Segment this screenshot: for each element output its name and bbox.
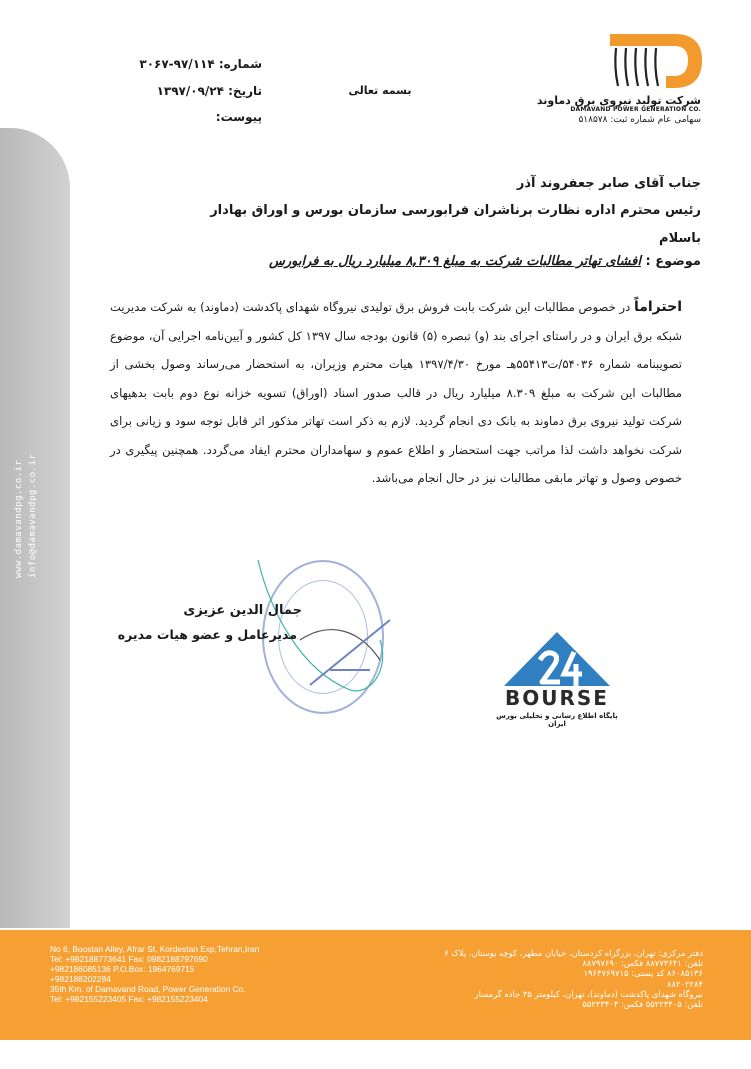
subject-label: موضوع : bbox=[645, 254, 701, 269]
letter-attachment: پیوست: bbox=[215, 110, 262, 124]
footer-en-line: +982188202284 bbox=[50, 974, 111, 984]
footer-en-line: Tel: +982155223405 Fax: +982155223404 bbox=[50, 994, 208, 1004]
footer-en-line: No 6, Boostan Alley, Afrar St, Kordestan Exp,Tehran,Iran bbox=[50, 944, 260, 954]
signatory-title: مدیرعامل و عضو هیات مدیره bbox=[117, 627, 297, 642]
footer-en-line: 35th Km. of Damavand Road, Power Generation Co. bbox=[50, 984, 246, 994]
bourse-subtitle: پایگاه اطلاع رسانی و تحلیلی بورس ایران bbox=[496, 712, 618, 728]
greeting: باسلام bbox=[659, 231, 701, 246]
recipient-title: رئیس محترم اداره نظارت برناشران فرابورسی سازمان بورس و اوراق بهادار bbox=[210, 203, 701, 218]
footer-address-fa bbox=[373, 948, 703, 1009]
footer-address-en bbox=[50, 944, 350, 1004]
footer-en-line: +982186085136 P.O.Box: 1964769715 bbox=[50, 964, 195, 974]
footer-fa-line: ۸۸۲۰۲۲۸۴ bbox=[667, 978, 703, 989]
company-registration: سهامی عام شماره ثبت: ۵۱۸۵۷۸ bbox=[578, 115, 701, 125]
letter-number: شماره: ۹۷/۱۱۴-۳۰۶۷ bbox=[139, 57, 262, 71]
bismillah: بسمه تعالی bbox=[348, 84, 412, 97]
bourse-wordmark: BOURSE bbox=[505, 686, 609, 710]
company-logo-icon bbox=[604, 30, 704, 90]
side-website: www.damavandpg.co.ir bbox=[14, 459, 24, 578]
company-name-en: DAMAVAND POWER GENERATION CO. bbox=[570, 106, 701, 113]
footer-fa-line: تلفن: ۵۵۲۲۳۴۰۵ فکس: ۵۵۲۲۳۴۰۴ bbox=[582, 999, 703, 1010]
recipient-name: جناب آقای صابر جعفروند آذر bbox=[516, 176, 701, 191]
signatory-name: جمال الدین عزیزی bbox=[183, 603, 302, 618]
footer-en-line: Tel: +982188773641 Fax: 0982188797690 bbox=[50, 954, 208, 964]
side-contact bbox=[10, 440, 50, 580]
footer-fa-line: ۸۶۰۸۵۱۳۶ کد پستی: ۱۹۶۴۷۶۹۷۱۵ bbox=[583, 968, 703, 979]
body-text: در خصوص مطالبات این شرکت بابت فروش برق تولیدی نیروگاه شهدای پاکدشت (دماوند) به شرکت مدیریت شبکه برق ایران و در راستای اجرای بند (و) تبصره (۵) قانون بودجه سال ۱۳۹۷ کل کشور و آیین‌نامه اجرایی آن، موضوع تصویبنامه شماره ۵۴۰۳۶/ت۵۵۴۱۳هـ مورخ ۱۳۹۷/۴/۳۰ هیات محترم وزیران، به استحضار می‌رساند وصول بخشی از مطالبات این شرکت به مبلغ ۸.۳۰۹ میلیارد ریال در قالب صدور اسناد (اوراق) تسویه خزانه نوع دوم بابت بدهیهای شرکت تولید نیروی برق دماوند به بانک دی انجام گردید. لازم به ذکر است تهاتر مذکور اثر قابل توجه سود و زیانی برای شرکت نخواهد داشت لذا مراتب جهت استحضار و اطلاع عموم و سهامداران محترم ایفاد می‌گردد. همچنین پیگیری در خصوص وصول و تهاتر مابقی مطالبات نیز در حال انجام می‌باشد. bbox=[110, 300, 683, 485]
subject-line bbox=[269, 254, 701, 269]
letter-date: تاریخ: ۱۳۹۷/۰۹/۲۴ bbox=[156, 84, 262, 98]
body-lead: احتراماً bbox=[633, 299, 682, 315]
letter-body bbox=[110, 293, 682, 493]
side-email: info@damavandpg.co.ir bbox=[28, 453, 38, 578]
footer-fa-line: نیروگاه شهدای پاکدشت (دماوند)، تهران، کیلومتر ۳۵ جاده گرمسار bbox=[474, 988, 703, 999]
subject-text: افشای تهاتر مطالبات شرکت به مبلغ ۸,۳۰۹ میلیارد ریال به فرابورس bbox=[268, 254, 641, 269]
footer-fa-line: تلفن: ۸۸۷۷۳۶۴۱ فکس: ۸۸۷۹۷۶۹۰ bbox=[582, 958, 703, 969]
footer bbox=[0, 930, 751, 1040]
company-name-fa: شرکت تولید نیروی برق دماوند bbox=[536, 94, 701, 107]
footer-fa-line: دفتر مرکزی: تهران، بزرگراه کردستان، خیابان مطهر، کوچه بوستان، پلاک ۶ bbox=[444, 948, 703, 958]
